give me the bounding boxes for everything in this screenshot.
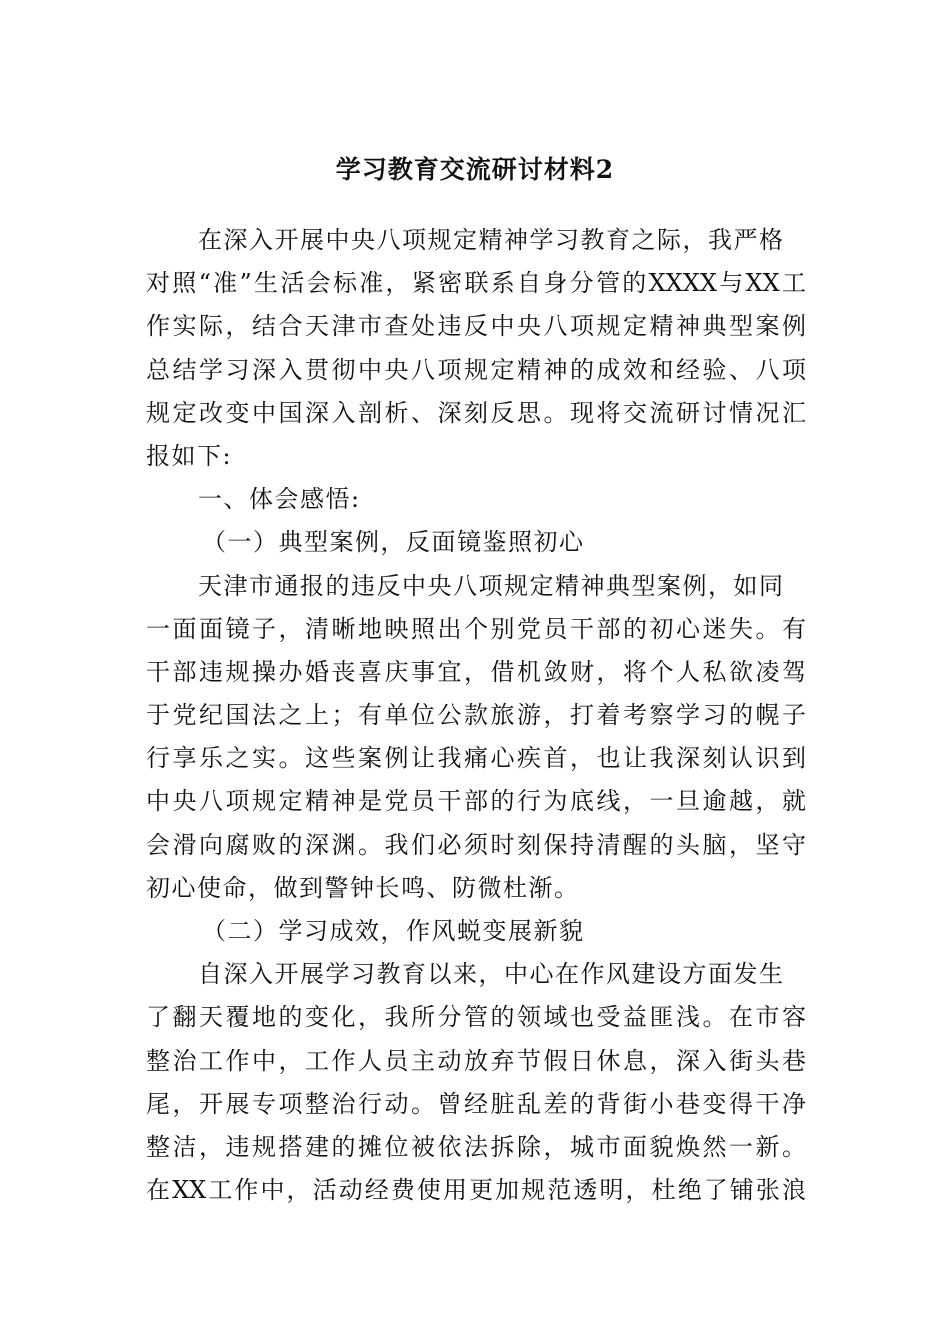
paragraph-line: 整洁，违规搭建的摊位被依法拆除，城市面貌焕然一新。 (146, 1132, 806, 1161)
paragraph-line: 干部违规操办婚丧喜庆事宜，借机敛财，将个人私欲凌驾 (146, 657, 806, 686)
paragraph-line: 尾，开展专项整治行动。曾经脏乱差的背街小巷变得干净 (146, 1089, 806, 1118)
section-heading: 一、体会感悟: (198, 485, 361, 514)
paragraph-line: 整治工作中，工作人员主动放弃节假日休息，深入街头巷 (146, 1046, 806, 1075)
paragraph-line: 总结学习深入贯彻中央八项规定精神的成效和经验、八项 (146, 355, 806, 384)
paragraph-line: 报如下: (146, 441, 233, 470)
paragraph-line: 对照“准”生活会标准，紧密联系自身分管的XXXX与XX工 (146, 269, 806, 298)
paragraph-line: 了翻天覆地的变化，我所分管的领域也受益匪浅。在市容 (146, 1003, 806, 1032)
document-title: 学习教育交流研讨材料2 (335, 155, 615, 184)
paragraph-line: 初心使命，做到警钟长鸣、防微杜渐。 (146, 873, 580, 902)
paragraph-line: 中央八项规定精神是党员干部的行为底线，一旦逾越，就 (146, 787, 806, 816)
paragraph-line: 在深入开展中央八项规定精神学习教育之际，我严格 (198, 226, 785, 254)
paragraph-line: 于党纪国法之上；有单位公款旅游，打着考察学习的幌子 (146, 701, 806, 730)
paragraph-line: 自深入开展学习教育以来，中心在作风建设方面发生 (198, 960, 785, 989)
paragraph-line: 一面面镜子，清晰地映照出个别党员干部的初心迷失。有 (146, 614, 806, 643)
document-body (146, 219, 806, 1212)
subsection-heading: （一）典型案例，反面镜鉴照初心 (202, 528, 585, 557)
paragraph-line: 作实际，结合天津市查处违反中央八项规定精神典型案例 (146, 312, 806, 341)
subsection-heading: （二）学习成效，作风蜕变展新貌 (202, 917, 585, 945)
paragraph-line: 天津市通报的违反中央八项规定精神典型案例，如同 (198, 571, 785, 600)
paragraph-line: 行享乐之实。这些案例让我痛心疾首，也让我深刻认识到 (146, 744, 806, 773)
paragraph-line: 规定改变中国深入剖析、深刻反思。现将交流研讨情况汇 (146, 398, 806, 427)
paragraph-line: 会滑向腐败的深渊。我们必须时刻保持清醒的头脑，坚守 (146, 830, 806, 859)
paragraph-line: 在XX工作中，活动经费使用更加规范透明，杜绝了铺张浪 (146, 1176, 806, 1205)
